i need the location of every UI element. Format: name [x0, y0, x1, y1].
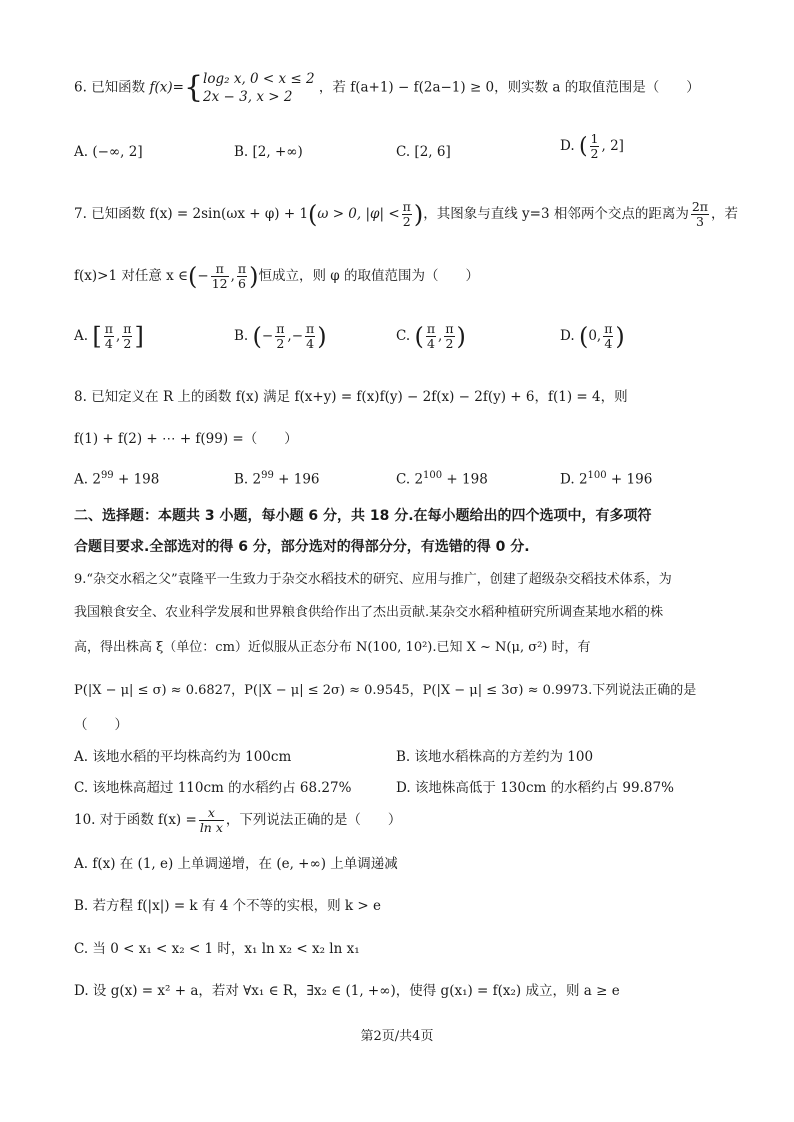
q8-option-d: [560, 470, 652, 488]
q7-option-b-den-2: 4: [306, 335, 315, 351]
q8-line-1: 已知定义在 R 上的函数 f(x) 满足 f(x+y) = f(x)f(y) − 2f(x) − 2f(y) + 6，f(1) = 4，则: [91, 389, 628, 405]
q8-option-a-base: 2: [92, 471, 101, 488]
q8-number: 8.: [74, 389, 87, 405]
q6-piecewise: [203, 70, 315, 106]
q7-option-a-den-2: 2: [123, 335, 132, 351]
q7-option-b-num-2: π: [306, 321, 315, 336]
q7-option-c-num-1: π: [426, 321, 436, 336]
q9-option-d: D. 该地株高低于 130cm 的水稻约占 99.87%: [396, 780, 674, 796]
q9-line-3: 高，得出株高 ξ（单位：cm）近似服从正态分布 N(100, 10²).已知 X ~ N(μ, σ²) 时，有: [74, 640, 591, 655]
q10-prefix: 10. 对于函数 f(x) =: [74, 811, 197, 828]
q10-option-d: D. 设 g(x) = x² + a，若对 ∀x₁ ∈ R，∃x₂ ∈ (1, +∞)，使得 g(x₁) = f(x₂) 成立，则 a ≥ e: [74, 983, 620, 999]
q8-option-b-base: 2: [252, 471, 262, 488]
q7-interval-den-2: 6: [238, 275, 246, 291]
q7-option-a-den-1: 4: [104, 335, 113, 351]
q7-option-c-den-1: 4: [426, 335, 435, 351]
q7-cond-frac: [402, 200, 412, 229]
q6-case-1: log₂ x, 0 < x ≤ 2: [203, 71, 315, 87]
q6-option-c: C. [2, 6]: [396, 144, 451, 160]
q7-option-d-label: D.: [560, 327, 575, 344]
q10-frac: [199, 806, 224, 835]
q8-option-c-base: 2: [414, 471, 424, 488]
q10-option-a: A. f(x) 在 (1, e) 上单调递增，在 (e, +∞) 上单调递减: [74, 856, 398, 872]
q7-option-c-num-2: π: [445, 321, 454, 336]
q7-line2-a: f(x)>1 对任意 x ∈: [74, 267, 189, 284]
q6-case-2: 2x − 3, x > 2: [203, 89, 293, 106]
q9-option-b: B. 该地水稻株高的方差约为 100: [396, 749, 594, 765]
q8-option-d-base: 2: [578, 471, 588, 488]
q7-line2-b: 恒成立，则 φ 的取值范围为（ ）: [258, 267, 480, 284]
q6-option-d-num: 1: [590, 131, 599, 146]
page-footer: 第2页/共4页: [360, 1029, 434, 1044]
q7-cond-num: π: [402, 199, 411, 214]
q6-option-b: B. [2, +∞): [234, 144, 303, 160]
section-2-heading-line-1: 二、选择题：本题共 3 小题，每小题 6 分，共 18 分.在每小题给出的四个选项中，有多项符: [74, 508, 652, 524]
q7-interval-num-2: π: [237, 261, 247, 276]
q10-frac-den: ln x: [199, 819, 223, 835]
q7-option-a-num-1: π: [104, 321, 113, 336]
q8-option-c-label: C.: [396, 471, 411, 488]
question-10: [74, 806, 754, 835]
q7-interval-den-1: 12: [211, 275, 228, 291]
q8-option-b-exp: 99: [261, 470, 274, 481]
q7-condition: ω > 0, |φ| <: [317, 205, 400, 222]
q7-option-a-num-2: π: [123, 321, 132, 336]
q7-interval-frac-1: [211, 262, 229, 291]
q7-distance-num: 2π: [691, 199, 709, 214]
q7-prefix: 已知函数 f(x) = 2sin(ωx + φ) + 1: [91, 205, 309, 222]
q8-option-a-label: A.: [74, 471, 89, 488]
question-7-line-1: 7. 已知函数 f(x) = 2sin(ωx + φ) + 1(ω > 0, |φ| < $\frac{\pi}{2}$ )，其图象与直线 y=3 相邻两个交点的距离为 $\frac{2\pi}{3}$ ，若: [74, 199, 739, 229]
q8-option-b: [234, 470, 320, 488]
q7-tail: ，若: [711, 205, 739, 222]
q8-line-2: f(1) + f(2) + ⋯ + f(99) =（ ）: [74, 431, 298, 447]
q9-line-2: 我国粮食安全、农业科学发展和世界粮食供给作出了杰出贡献.某杂交水稻种植研究所调查某地水稻的株: [74, 605, 664, 620]
q9-option-a: A. 该地水稻的平均株高约为 100cm: [74, 749, 292, 765]
q8-option-d-label: D.: [560, 471, 575, 488]
q7-option-b-label: B.: [234, 327, 249, 344]
q8-option-d-exp: 100: [587, 470, 607, 481]
q7-number: 7.: [74, 205, 87, 222]
q6-option-d-tail: , 2]: [601, 137, 624, 154]
q7-option-b: B. (− $\frac{\pi}{2}$ ,− $\frac{\pi}{4}$ ): [234, 321, 327, 351]
q9-line-1: 9.“杂交水稻之父”袁隆平一生致力于杂交水稻技术的研究、应用与推广，创建了超级杂交稻技术体系，为: [74, 572, 672, 587]
q7-option-d-den: 4: [604, 335, 613, 351]
q6-condition: ，若 f(a+1) − f(2a−1) ≥ 0，则实数 a 的取值范围是（ ）: [318, 79, 700, 96]
q8-option-c-exp: 100: [423, 470, 443, 481]
q6-prefix: 已知函数: [91, 79, 146, 96]
q10-option-c: C. 当 0 < x₁ < x₂ < 1 时，x₁ ln x₂ < x₂ ln x₁: [74, 941, 360, 957]
q6-option-d: D. ( $\frac{1}{2}$ , 2]: [560, 131, 624, 161]
q7-option-c: C. ( $\frac{\pi}{4}$ , $\frac{\pi}{2}$ ): [396, 321, 466, 351]
q8-option-d-tail: + 196: [606, 471, 653, 488]
q10-option-b: B. 若方程 f(|x|) = k 有 4 个不等的实根，则 k > e: [74, 898, 381, 914]
q8-option-a: [74, 470, 159, 488]
q9-line-4: P(|X − μ| ≤ σ) ≈ 0.6827，P(|X − μ| ≤ 2σ) ≈ 0.9545，P(|X − μ| ≤ 3σ) ≈ 0.9973.下列说法正确的是: [74, 683, 697, 698]
q6-option-a: A. (−∞, 2]: [74, 144, 143, 160]
q6-option-d-label: D.: [560, 137, 575, 154]
q7-option-d-num: π: [604, 321, 613, 336]
q8-option-a-exp: 99: [100, 470, 114, 481]
q8-option-c-tail: + 198: [442, 471, 488, 488]
q8-option-c: [396, 470, 488, 488]
q6-option-d-frac: [590, 132, 600, 161]
q6-option-d-den: 2: [590, 145, 599, 161]
q6-brace: {: [183, 70, 204, 106]
question-6: [74, 70, 754, 106]
q7-distance-den: 3: [695, 213, 704, 229]
q7-option-d-zero: 0,: [588, 327, 602, 344]
q7-option-d: D. (0, $\frac{\pi}{4}$ ): [560, 321, 625, 351]
question-8-line-1: [74, 385, 754, 405]
q8-option-a-tail: + 198: [113, 471, 160, 488]
q7-distance-frac: [691, 200, 709, 229]
q9-line-5: （ ）: [74, 717, 128, 733]
section-2-heading-line-2: 合题目要求.全部选对的得 6 分，部分选对的得部分分，有选错的得 0 分.: [74, 539, 530, 555]
q7-cond-den: 2: [402, 213, 411, 229]
q7-option-b-num-1: π: [276, 321, 285, 336]
q8-option-b-label: B.: [234, 471, 249, 488]
q7-middle: ，其图象与直线 y=3 相邻两个交点的距离为: [423, 205, 689, 222]
q6-number: 6.: [74, 79, 87, 96]
q7-option-a-label: A.: [74, 327, 89, 344]
q10-frac-num: x: [199, 806, 224, 821]
q7-interval-num-1: π: [211, 262, 229, 277]
q7-option-a: A. [ $\frac{\pi}{4}$ , $\frac{\pi}{2}$ ]: [74, 321, 144, 351]
question-7-line-2: f(x)>1 对任意 x ∈(− $\frac{\pi}{12}$ , $\frac{\pi}{6}$ )恒成立，则 φ 的取值范围为（ ）: [74, 261, 480, 291]
q7-option-c-label: C.: [396, 327, 411, 344]
question-8-line-2: [74, 427, 754, 447]
q8-option-b-tail: + 196: [273, 471, 320, 488]
q7-option-c-den-2: 2: [445, 335, 454, 351]
q6-fx: f(x)=: [149, 79, 184, 96]
q10-post: ，下列说法正确的是（ ）: [225, 811, 402, 828]
q7-interval-frac-2: [237, 262, 247, 291]
q7-option-b-den-1: 2: [276, 335, 285, 351]
q9-option-c: C. 该地株高超过 110cm 的水稻约占 68.27%: [74, 780, 352, 796]
